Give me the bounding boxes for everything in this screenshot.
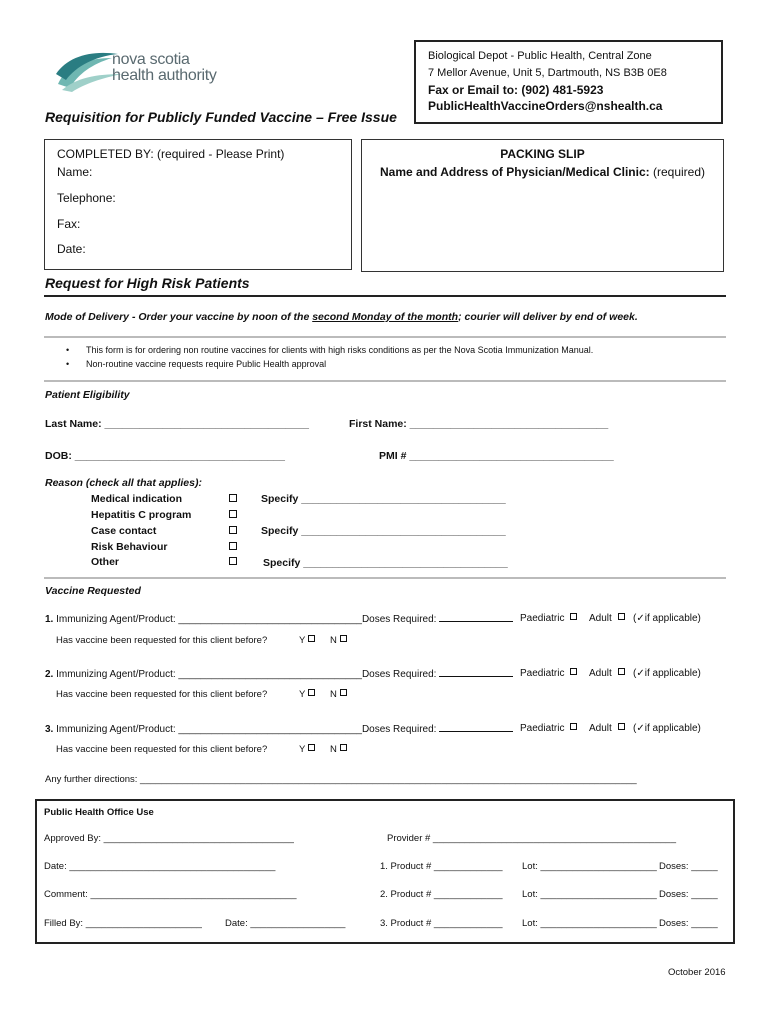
depot-fax: Fax or Email to: (902) 481-5923 [428,83,604,97]
yes-3-label: Y [299,744,306,755]
approved-by-field[interactable]: Approved By: ____________________________________ [44,833,294,844]
bullet-dot-icon: • [66,359,70,369]
packing-slip-heading: PACKING SLIP [500,147,585,161]
reason-contact-checkbox[interactable] [229,526,237,534]
vaccine-item-3-num: 3. [45,724,54,735]
eligibility-divider [44,577,726,579]
yes-1-label: Y [299,635,306,646]
further-directions-field[interactable]: Any further directions: ______________________________________________________________________________________________ [45,774,637,785]
no-1-label: N [330,635,337,646]
vaccine-item-2 [45,667,513,681]
yes-2-checkbox[interactable] [308,689,315,696]
completed-by-box [44,139,352,270]
no-1-checkbox[interactable] [340,635,347,642]
delivery-underlined: second Monday of the month [312,311,459,323]
reason-contact: Case contact [91,525,157,537]
vaccine-heading: Vaccine Requested [45,585,141,597]
product-1-field[interactable]: 1. Product # _____________ [380,861,503,872]
bullet-2 [66,358,326,371]
paed-3-label: Paediatric [520,723,565,734]
logo-line1: nova scotia [112,51,190,68]
yes-3-checkbox[interactable] [308,744,315,751]
last-name-field[interactable]: Last Name: ___________________________________ [45,418,309,430]
specify-contact[interactable]: Specify ___________________________________ [261,525,506,537]
paed-2-label: Paediatric [520,668,565,679]
paed-1-label: Paediatric [520,613,565,624]
reason-medical: Medical indication [91,493,183,505]
bullets-divider [44,380,726,382]
vaccine-item-3 [45,722,513,736]
name-label: Name: [57,165,93,179]
lot-2-field[interactable]: Lot: ______________________ [522,889,657,900]
requested-before-1: Has vaccine been requested for this client before? [56,635,268,646]
applicable-1: (✓if applicable) [633,613,701,624]
depot-line1: Biological Depot - Public Health, Central Zone [428,50,652,62]
adult-1-label: Adult [589,613,612,624]
doses-2-field[interactable]: Doses: _____ [659,889,718,900]
pmi-field[interactable]: PMI # ___________________________________ [379,450,614,462]
provider-field[interactable]: Provider # ______________________________________________ [387,833,676,844]
applicable-2: (✓if applicable) [633,668,701,679]
checkmark-icon: ✓ [636,723,645,734]
logo [52,44,232,94]
adult-2-checkbox[interactable] [618,668,625,675]
comment-field[interactable]: Comment: _______________________________________ [44,889,297,900]
packing-slip-subheading [362,166,723,179]
office-heading: Public Health Office Use [44,807,154,818]
doses-3-field[interactable]: Doses: _____ [659,918,718,929]
vaccine-item-1-doses: Doses Required: [361,614,440,625]
applicable-1-text: if applicable) [644,613,701,624]
bullet-1-text: This form is for ordering non routine vaccines for clients with high risks conditions as per the Nova Scotia Immunization Manual. [86,345,594,355]
delivery-note [45,311,638,324]
specify-medical[interactable]: Specify ___________________________________ [261,493,506,505]
paed-3-checkbox[interactable] [570,723,577,730]
bullet-dot-icon: • [66,345,70,355]
no-2-label: N [330,689,337,700]
fax-label: Fax: [57,217,81,231]
adult-3-label: Adult [589,723,612,734]
vaccine-item-3-agent[interactable]: Immunizing Agent/Product: _________________________________ [53,724,362,735]
bullet-2-text: Non-routine vaccine requests require Public Health approval [86,359,327,369]
packing-slip-subheading-normal: (required) [649,165,705,179]
product-2-field[interactable]: 2. Product # _____________ [380,889,503,900]
yes-1-checkbox[interactable] [308,635,315,642]
packing-slip-box [361,139,724,272]
delivery-divider [44,336,726,338]
packing-slip-subheading-bold: Name and Address of Physician/Medical Clinic: [380,165,650,179]
reason-risk: Risk Behaviour [91,541,168,553]
specify-other[interactable]: Specify ___________________________________ [263,557,508,569]
office-date-field[interactable]: Date: _______________________________________ [44,861,276,872]
requested-before-2: Has vaccine been requested for this client before? [56,689,268,700]
office-use-box [35,799,735,944]
vaccine-item-3-doses: Doses Required: [361,724,440,735]
no-3-label: N [330,744,337,755]
filled-date-field[interactable]: Date: __________________ [225,918,346,929]
telephone-label: Telephone: [57,191,116,205]
adult-1-checkbox[interactable] [618,613,625,620]
applicable-2-text: if applicable) [644,668,701,679]
filled-by-field[interactable]: Filled By: ______________________ [44,918,202,929]
doses-1-field[interactable]: Doses: _____ [659,861,718,872]
checkmark-icon: ✓ [636,613,645,624]
reason-heading: Reason (check all that applies): [45,477,202,489]
depot-box [414,40,723,124]
delivery-prefix: Mode of Delivery - Order your vaccine by noon of the [45,311,313,323]
logo-line2: health authority [112,67,217,84]
product-3-field[interactable]: 3. Product # _____________ [380,918,503,929]
footer-date: October 2016 [668,967,726,978]
form-title: Requisition for Publicly Funded Vaccine – Free Issue [45,109,397,125]
completed-by-heading: COMPLETED BY: (required - Please Print) [57,147,285,161]
lot-1-field[interactable]: Lot: ______________________ [522,861,657,872]
section-title: Request for High Risk Patients [45,275,250,291]
vaccine-item-2-doses: Doses Required: [361,669,440,680]
adult-3-checkbox[interactable] [618,723,625,730]
vaccine-item-1-agent[interactable]: Immunizing Agent/Product: _________________________________ [53,614,362,625]
vaccine-item-2-num: 2. [45,669,54,680]
vaccine-item-2-doses-line[interactable] [439,667,513,677]
paed-2-checkbox[interactable] [570,668,577,675]
vaccine-item-1-doses-line[interactable] [439,612,513,622]
depot-line2: 7 Mellor Avenue, Unit 5, Dartmouth, NS B3B 0E8 [428,67,667,79]
section-divider [44,295,726,297]
yes-2-label: Y [299,689,306,700]
first-name-field[interactable]: First Name: __________________________________ [349,418,609,430]
applicable-3-text: if applicable) [644,723,701,734]
adult-2-label: Adult [589,668,612,679]
requested-before-3: Has vaccine been requested for this client before? [56,744,268,755]
no-3-checkbox[interactable] [340,744,347,751]
delivery-suffix: ; courier will deliver by end of week. [458,311,638,323]
no-2-checkbox[interactable] [340,689,347,696]
reason-hepatitis: Hepatitis C program [91,509,192,521]
reason-risk-checkbox[interactable] [229,542,237,550]
paed-1-checkbox[interactable] [570,613,577,620]
vaccine-item-3-doses-line[interactable] [439,722,513,732]
reason-other-checkbox[interactable] [229,557,237,565]
depot-email: PublicHealthVaccineOrders@nshealth.ca [428,99,663,113]
reason-hepatitis-checkbox[interactable] [229,510,237,518]
bullet-1 [66,344,593,357]
lot-3-field[interactable]: Lot: ______________________ [522,918,657,929]
vaccine-item-1-num: 1. [45,614,54,625]
vaccine-item-1 [45,612,513,626]
reason-other: Other [91,556,120,568]
reason-medical-checkbox[interactable] [229,494,237,502]
dob-field[interactable]: DOB: ____________________________________ [45,450,285,462]
applicable-3: (✓if applicable) [633,723,701,734]
date-label: Date: [57,242,86,256]
checkmark-icon: ✓ [636,668,645,679]
eligibility-heading: Patient Eligibility [45,389,130,401]
vaccine-item-2-agent[interactable]: Immunizing Agent/Product: _________________________________ [53,669,362,680]
